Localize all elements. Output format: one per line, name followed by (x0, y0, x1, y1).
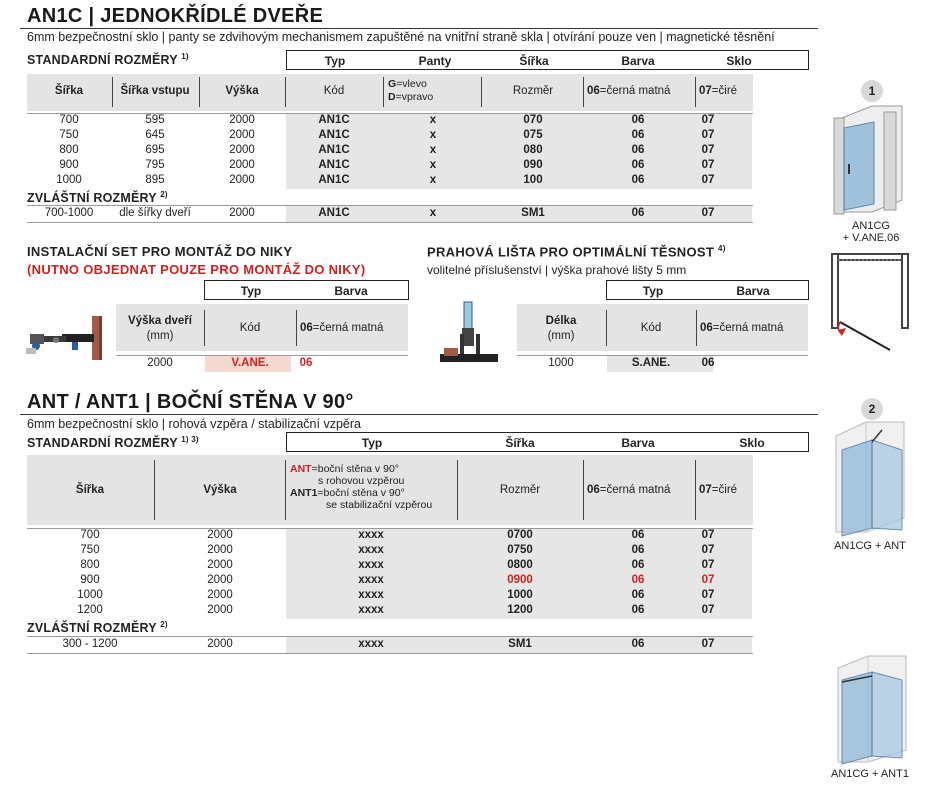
cell-panty: x (429, 114, 437, 126)
cell-sirka: 1000 (56, 174, 82, 186)
cell-sirka: 800 (80, 559, 100, 571)
hdr-typ: Typ (642, 284, 664, 298)
cell-kod: AN1C (318, 144, 350, 156)
hdr-barva: Barva (621, 436, 655, 450)
cell-sirka: 800 (59, 144, 79, 156)
cell-vyska: 2000 (229, 144, 255, 156)
badge-1: 1 (861, 80, 883, 102)
cell-vyska: 2000 (207, 529, 233, 541)
cell: xxxx (358, 638, 384, 650)
cell-panty: x (429, 144, 437, 156)
cell-rozmer: 075 (523, 129, 543, 141)
cell-rozmer: 0900 (507, 574, 533, 586)
an1c-subtitle: 6mm bezpečnostní sklo | panty se zdvihovým mechanismem zapuštěné na vnitřní straně skla | otvírání pouze ven | magnetické těsnění (27, 30, 775, 44)
cell-barva: 06 (631, 129, 645, 141)
ant-title: ANT / ANT1 | BOČNÍ STĚNA V 90° (27, 391, 354, 413)
col-unit: (mm) (547, 330, 575, 342)
prah-header-box (606, 280, 809, 300)
fig3-caption: AN1CG + ANT1 (831, 768, 909, 780)
col-sirka: Šířka (54, 85, 84, 97)
cell-sirka: 1000 (77, 589, 103, 601)
hdr-barva: Barva (621, 54, 655, 68)
cell-sirka: 900 (80, 574, 100, 586)
cell-vyska: 2000 (207, 559, 233, 571)
cell-vstup: 795 (145, 159, 165, 171)
cell-typ: xxxx (358, 604, 384, 616)
hdr-barva: Barva (736, 284, 770, 298)
col-barva-legend: 06=černá matná (587, 484, 671, 496)
cell-vyska: 2000 (229, 174, 255, 186)
col-vyska-dveri: Výška dveří (128, 315, 192, 327)
an1c-std-label: STANDARDNÍ ROZMĚRY $^{1)}$ (27, 52, 189, 68)
cell: 2000 (207, 638, 233, 650)
col-barva-legend: 06=černá matná (587, 85, 671, 97)
cell-vstup: 645 (145, 129, 165, 141)
cell-sirka: 750 (59, 129, 79, 141)
cell: 300 - 1200 (62, 638, 118, 650)
cell-vyska: 2000 (207, 604, 233, 616)
cell-sirka: 700 (59, 114, 79, 126)
cell: 06 (701, 357, 715, 369)
col-unit: (mm) (146, 330, 174, 342)
cell-rozmer: 0750 (507, 544, 533, 556)
cell: 700-1000 (44, 207, 94, 219)
cell-vyska: 2000 (229, 159, 255, 171)
cell-rozmer: 080 (523, 144, 543, 156)
hdr-barva: Barva (334, 284, 368, 298)
cell-barva: 06 (631, 174, 645, 186)
cell-barva: 06 (631, 159, 645, 171)
cell: dle šířky dveří (119, 207, 191, 219)
col-rozmer: Rozměr (512, 85, 554, 97)
shower-niche-figure (828, 104, 912, 216)
col-barva-legend: 06=černá matná (700, 322, 784, 334)
col-sklo-legend: 07=čiré (699, 484, 738, 496)
cell: S.ANE. (631, 357, 671, 369)
ant-subtitle: 6mm bezpečnostní sklo | rohová vzpěra / stabilizační vzpěra (27, 417, 361, 431)
cell-rozmer: 100 (523, 174, 543, 186)
cell-sklo: 07 (701, 114, 715, 126)
col-kod: Kód (640, 322, 662, 334)
cell: 06 (631, 638, 645, 650)
cell-typ: xxxx (358, 574, 384, 586)
an1c-spec-label: ZVLÁŠTNÍ ROZMĚRY $^{2)}$ (27, 190, 168, 206)
cell: V.ANE. (231, 357, 269, 369)
cell-rozmer: 1200 (507, 604, 533, 616)
fig1-caption: AN1CG + V.ANE.06 (842, 220, 900, 244)
hdr-sirka: Šířka (519, 54, 549, 68)
cell-sklo: 07 (701, 129, 715, 141)
cell-kod: AN1C (318, 129, 350, 141)
cell-kod: AN1C (318, 159, 350, 171)
cell: 2000 (147, 357, 173, 369)
cell-rozmer: 0700 (507, 529, 533, 541)
cell-vyska: 2000 (207, 574, 233, 586)
col-typ-legend: ANT=boční stěna v 90° s rohovou vzpěrou ANT1=boční stěna v 90° se stabilizační vzpěrou (290, 463, 433, 511)
cell-sklo: 07 (701, 174, 715, 186)
badge-2: 2 (861, 398, 883, 420)
hdr-typ: Typ (240, 284, 262, 298)
cell-barva: 06 (631, 589, 645, 601)
ant-spec-label: ZVLÁŠTNÍ ROZMĚRY $^{2)}$ (27, 620, 168, 636)
cell: x (429, 207, 437, 219)
cell-rozmer: 0800 (507, 559, 533, 571)
cell: AN1C (318, 207, 350, 219)
hdr-typ: Typ (324, 54, 346, 68)
cell: 06 (631, 207, 645, 219)
cell-vyska: 2000 (207, 589, 233, 601)
niche-plan-view (828, 250, 912, 354)
cell-barva: 06 (631, 559, 645, 571)
col-kod: Kód (323, 85, 345, 97)
an1c-title: AN1C | JEDNOKŘÍDLÉ DVEŘE (27, 5, 324, 27)
cell: 06 (299, 357, 313, 369)
ant-header-box (286, 432, 809, 452)
cell-sklo: 07 (701, 604, 715, 616)
col-barva-legend: 06=černá matná (300, 322, 384, 334)
cell-barva: 06 (631, 144, 645, 156)
cell-kod: AN1C (318, 114, 350, 126)
cell-vyska: 2000 (207, 544, 233, 556)
ant-std-label: STANDARDNÍ ROZMĚRY $^{1) 3)}$ (27, 435, 199, 451)
col-delka: Délka (545, 315, 577, 327)
hdr-typ: Typ (361, 436, 383, 450)
shower-ant1-figure (828, 654, 914, 766)
cell-rozmer: 070 (523, 114, 543, 126)
cell: 1000 (548, 357, 574, 369)
fig2-caption: AN1CG + ANT (834, 540, 906, 552)
cell-panty: x (429, 174, 437, 186)
cell-typ: xxxx (358, 529, 384, 541)
hdr-panty: Panty (418, 54, 452, 68)
cell-sirka: 1200 (77, 604, 103, 616)
cell-typ: xxxx (358, 589, 384, 601)
hdr-sklo: Sklo (726, 54, 752, 68)
cell: 07 (701, 207, 715, 219)
shower-ant-figure (826, 420, 912, 538)
cell-vstup: 895 (145, 174, 165, 186)
cell-sklo: 07 (701, 159, 715, 171)
cell-kod: AN1C (318, 174, 350, 186)
col-sirka: Šířka (75, 484, 105, 496)
prah-title: PRAHOVÁ LIŠTA PRO OPTIMÁLNÍ TĚSNOST $^{4)}$ (427, 244, 726, 260)
cell-barva: 06 (631, 529, 645, 541)
cell-sklo: 07 (701, 589, 715, 601)
instal-header-box (204, 280, 409, 300)
cell-sklo: 07 (701, 529, 715, 541)
cell-sirka: 750 (80, 544, 100, 556)
cell-sklo: 07 (701, 559, 715, 571)
col-rozmer: Rozměr (499, 484, 541, 496)
cell-sklo: 07 (701, 544, 715, 556)
cell-sklo: 07 (701, 144, 715, 156)
cell-vstup: 595 (145, 114, 165, 126)
threshold-strip-illustration (436, 298, 502, 366)
cell-barva: 06 (631, 114, 645, 126)
cell: SM1 (508, 638, 532, 650)
cell-vyska: 2000 (229, 114, 255, 126)
hdr-sklo: Sklo (739, 436, 765, 450)
cell-typ: xxxx (358, 559, 384, 571)
hdr-sirka: Šířka (505, 436, 535, 450)
col-sirka-vstupu: Šířka vstupu (120, 85, 190, 97)
cell: 07 (701, 638, 715, 650)
cell-barva: 06 (631, 574, 645, 586)
cell-panty: x (429, 129, 437, 141)
cell-sklo: 07 (701, 574, 715, 586)
col-vyska: Výška (225, 85, 259, 97)
col-sklo-legend: 07=čiré (699, 85, 738, 97)
col-kod: Kód (239, 322, 261, 334)
cell-typ: xxxx (358, 544, 384, 556)
an1c-header-box (286, 50, 809, 70)
cell: 2000 (229, 207, 255, 219)
col-vyska: Výška (203, 484, 237, 496)
cell-sirka: 900 (59, 159, 79, 171)
col-panty-legend: G=vlevo D=vpravo (388, 78, 434, 103)
instal-title: INSTALAČNÍ SET PRO MONTÁŽ DO NIKY (27, 244, 293, 259)
cell-rozmer: 1000 (507, 589, 533, 601)
prah-subtitle: volitelné příslušenství | výška prahové lišty 5 mm (427, 263, 687, 277)
cell-vstup: 695 (145, 144, 165, 156)
cell-vyska: 2000 (229, 129, 255, 141)
cell-rozmer: 090 (523, 159, 543, 171)
cell-barva: 06 (631, 544, 645, 556)
cell-panty: x (429, 159, 437, 171)
cell: SM1 (521, 207, 545, 219)
cell-barva: 06 (631, 604, 645, 616)
instal-set-illustration (22, 312, 110, 364)
cell-sirka: 700 (80, 529, 100, 541)
instal-warning: (NUTNO OBJEDNAT POUZE PRO MONTÁŽ DO NIKY) (27, 262, 366, 277)
